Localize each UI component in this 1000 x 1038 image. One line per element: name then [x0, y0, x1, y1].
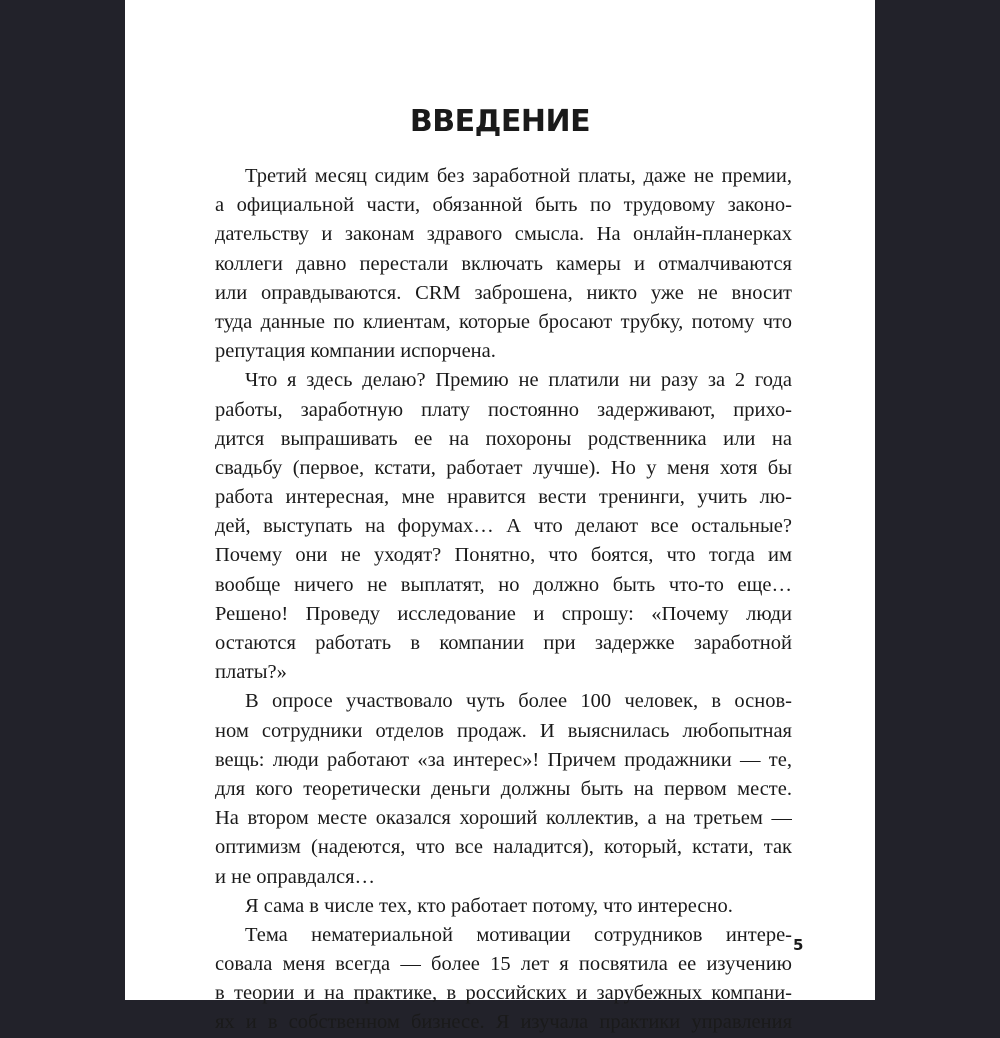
text-line: вообще ничего не выплатят, но должно быть что-то еще… — [215, 573, 792, 596]
text-line: Решено! Проведу исследование и спрошу: «Почему люди — [215, 602, 792, 625]
page-number: 5 — [793, 936, 804, 954]
text-line: а официальной части, обязанной быть по трудовому законо- — [215, 194, 792, 217]
text-line: ях и в собственном бизнесе. Я изучала практики управления — [215, 1011, 792, 1034]
text-line: или оправдываются. CRM заброшена, никто уже не вносит — [215, 281, 792, 304]
text-line: в теории и на практике, в российских и зарубежных компани- — [215, 982, 792, 1005]
text-line: Почему они не уходят? Понятно, что боятся, что тогда им — [215, 544, 792, 567]
text-line: вещь: люди работают «за интерес»! Причем продажники — те, — [215, 748, 792, 771]
text-line: и не оправдался… — [215, 865, 375, 888]
text-line: Я сама в числе тех, кто работает потому, что интересно. — [245, 894, 733, 917]
text-line: для кого теоретически деньги должны быть на первом месте. — [215, 777, 792, 800]
text-line: Тема нематериальной мотивации сотрудников интере- — [245, 923, 792, 946]
text-line: дится выпрашивать ее на похороны родственника или на — [215, 427, 792, 450]
body-text — [215, 162, 792, 1038]
text-line: ном сотрудники отделов продаж. И выяснилась любопытная — [215, 719, 792, 742]
text-line: репутация компании испорчена. — [215, 340, 496, 363]
text-line: дательству и законам здравого смысла. На онлайн-планерках — [215, 223, 792, 246]
text-line: дей, выступать на форумах… А что делают все остальные? — [215, 515, 792, 538]
text-line: совала меня всегда — более 15 лет я посвятила ее изучению — [215, 953, 792, 976]
text-line: свадьбу (первое, кстати, работает лучше). Но у меня хотя бы — [215, 456, 792, 479]
text-line: платы?» — [215, 661, 287, 684]
text-line: На втором месте оказался хороший коллектив, а на третьем — — [215, 807, 792, 830]
text-line: Третий месяц сидим без заработной платы, даже не премии, — [245, 165, 792, 187]
text-line: оптимизм (надеются, что все наладится), который, кстати, так — [215, 836, 792, 859]
chapter-title: ВВЕДЕНИЕ — [409, 104, 591, 139]
text-line: туда данные по клиентам, которые бросают трубку, потому что — [215, 310, 792, 333]
text-line: В опросе участвовало чуть более 100 человек, в основ- — [245, 690, 792, 713]
text-line: Что я здесь делаю? Премию не платили ни разу за 2 года — [245, 369, 792, 392]
book-page — [125, 0, 875, 1034]
text-line: работа интересная, мне нравится вести тренинги, учить лю- — [215, 486, 792, 509]
text-line: работы, заработную плату постоянно задерживают, прихо- — [215, 398, 792, 421]
text-line: коллеги давно перестали включать камеры и отмалчиваются — [215, 252, 792, 275]
text-line: остаются работать в компании при задержке заработной — [215, 632, 792, 654]
